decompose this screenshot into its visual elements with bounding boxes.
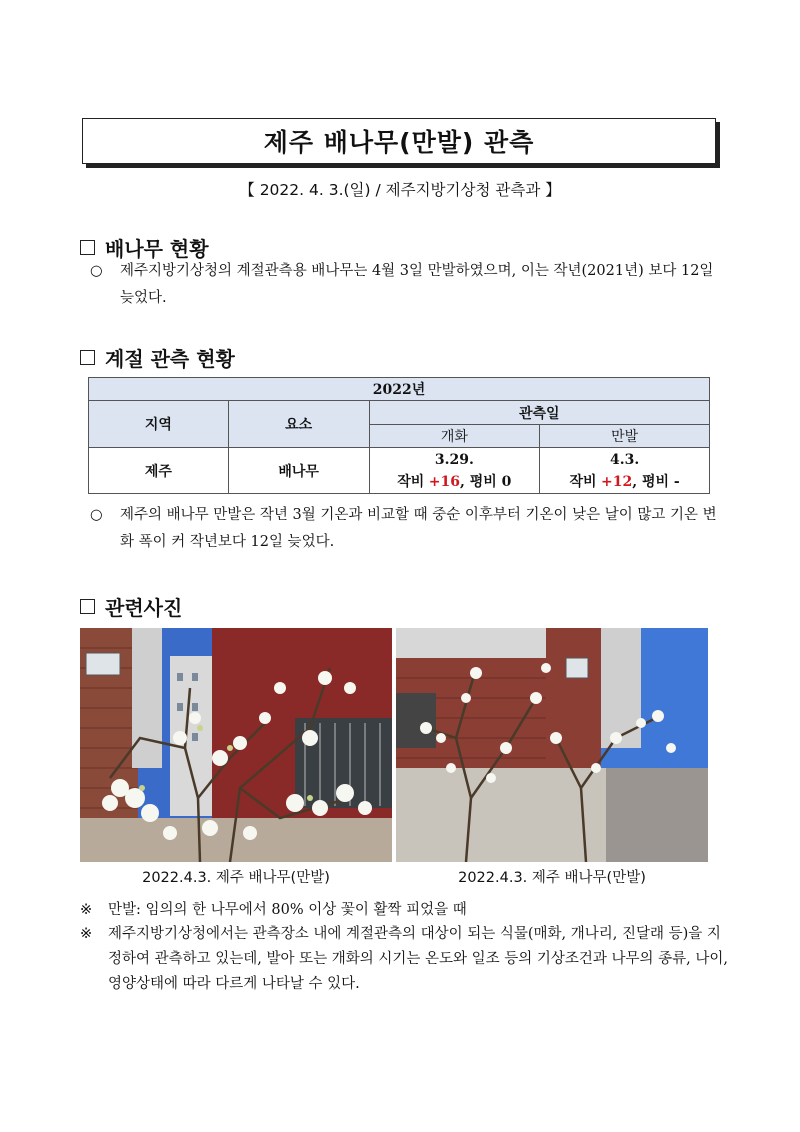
table-header-region: 지역 bbox=[89, 401, 229, 448]
note-text: 제주지방기상청에서는 관측장소 내에 계절관측의 대상이 되는 식물(매화, 개나리, 진달래 등)을 지정하여 관측하고 있는데, 발아 또는 개화의 시기는 온도와 일조 등의 기상조건과 나무의 종류, 나이, 영양상태에 따라 다르게 나타날 수 있다. bbox=[108, 926, 729, 992]
checkbox-square-icon bbox=[80, 599, 95, 614]
table-header-bloom: 개화 bbox=[369, 425, 540, 448]
pear-blossom-photo-2 bbox=[396, 628, 708, 862]
reference-mark-icon: ※ bbox=[80, 926, 93, 942]
circle-bullet-icon: ○ bbox=[90, 263, 103, 279]
note-text: 만발: 임의의 한 나무에서 80% 이상 꽃이 활짝 피었을 때 bbox=[108, 902, 467, 918]
full-date: 4.3. bbox=[610, 451, 640, 468]
table-header-full: 만발 bbox=[540, 425, 710, 448]
pear-blossom-photo-1 bbox=[80, 628, 392, 862]
cell-region: 제주 bbox=[89, 448, 229, 494]
bloom-date: 3.29. bbox=[434, 451, 474, 468]
checkbox-square-icon bbox=[80, 350, 95, 365]
circle-bullet-icon: ○ bbox=[90, 507, 103, 523]
observation-table bbox=[88, 377, 710, 494]
cell-element: 배나무 bbox=[228, 448, 369, 494]
page-title: 제주 배나무(만발) 관측 bbox=[263, 128, 535, 157]
checkbox-square-icon bbox=[80, 240, 95, 255]
reference-mark-icon: ※ bbox=[80, 902, 93, 918]
photo-pear-tree-2 bbox=[396, 628, 708, 862]
photo-caption-1: 2022.4.3. 제주 배나무(만발) bbox=[142, 870, 330, 886]
section-heading-text: 배나무 현황 bbox=[105, 237, 209, 261]
section-heading-photos bbox=[80, 592, 182, 621]
cell-bloom bbox=[369, 448, 540, 494]
table-year-header: 2022년 bbox=[89, 378, 710, 401]
cell-full bbox=[540, 448, 710, 494]
title-box bbox=[82, 118, 716, 164]
full-prev-value: +12 bbox=[601, 473, 633, 490]
table-header-element: 요소 bbox=[228, 401, 369, 448]
paragraph-text: 제주의 배나무 만발은 작년 3월 기온과 비교할 때 중순 이후부터 기온이 낮은 날이 많고 기온 변화 폭이 커 작년보다 12일 늦었다. bbox=[120, 507, 717, 550]
photo-pear-tree-1 bbox=[80, 628, 392, 862]
section-heading-observation bbox=[80, 343, 235, 372]
bloom-norm: , 평비 0 bbox=[460, 473, 512, 490]
bloom-prev-value: +16 bbox=[428, 473, 461, 490]
table-header-obsdate: 관측일 bbox=[369, 401, 710, 425]
page-subtitle: 【 2022. 4. 3.(일) / 제주지방기상청 관측과 】 bbox=[239, 181, 561, 199]
section-heading-text: 관련사진 bbox=[105, 596, 183, 620]
paragraph-text: 제주지방기상청의 계절관측용 배나무는 4월 3일 만발하였으며, 이는 작년(2021년) 보다 12일 늦었다. bbox=[120, 263, 714, 306]
table-row bbox=[89, 448, 710, 494]
bloom-prev-label: 작비 bbox=[397, 473, 425, 490]
full-norm: , 평비 - bbox=[632, 473, 680, 490]
full-prev-label: 작비 bbox=[569, 473, 597, 490]
photo-caption-2: 2022.4.3. 제주 배나무(만발) bbox=[458, 870, 646, 886]
section-heading-text: 계절 관측 현황 bbox=[105, 347, 235, 371]
